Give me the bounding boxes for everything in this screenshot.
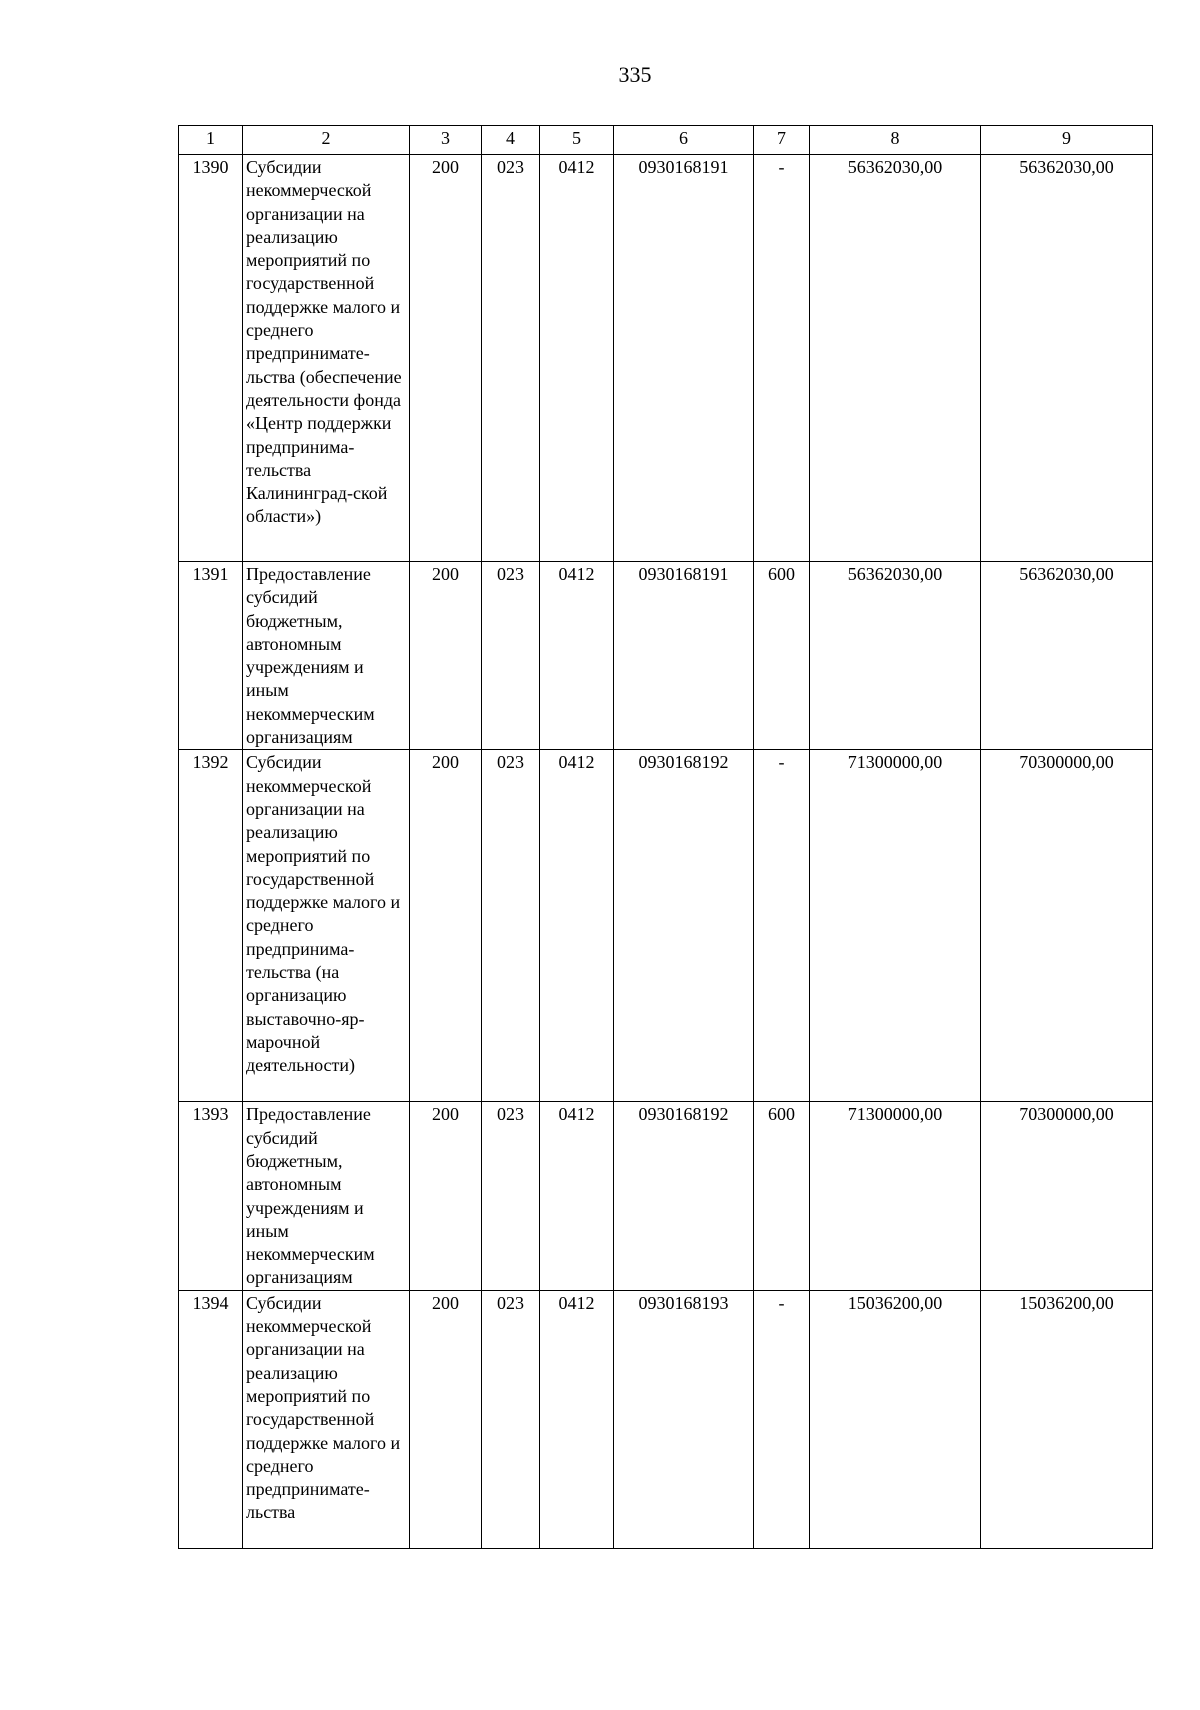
row-number: 1393	[179, 1102, 243, 1290]
row-col-9: 56362030,00	[981, 562, 1153, 750]
row-col-6: 0930168191	[614, 155, 754, 562]
table-header-row	[179, 126, 1153, 155]
row-col-7: 600	[754, 562, 810, 750]
column-header-4: 4	[482, 126, 540, 155]
row-col-4: 023	[482, 155, 540, 562]
row-col-7: 600	[754, 1102, 810, 1290]
row-col-6: 0930168192	[614, 750, 754, 1102]
row-col-6: 0930168193	[614, 1290, 754, 1548]
row-name: Предоставление субсидий бюджетным, автономным учреждениям и иным некоммерческим организациям	[243, 1102, 410, 1290]
row-col-3: 200	[410, 1290, 482, 1548]
row-col-4: 023	[482, 1102, 540, 1290]
row-col-4: 023	[482, 750, 540, 1102]
column-header-7: 7	[754, 126, 810, 155]
row-col-5: 0412	[540, 155, 614, 562]
table-row	[179, 1290, 1153, 1548]
row-number: 1394	[179, 1290, 243, 1548]
row-col-5: 0412	[540, 562, 614, 750]
table-row	[179, 562, 1153, 750]
column-header-3: 3	[410, 126, 482, 155]
row-col-8: 56362030,00	[810, 155, 981, 562]
row-col-3: 200	[410, 155, 482, 562]
table-row	[179, 1102, 1153, 1290]
row-col-6: 0930168192	[614, 1102, 754, 1290]
row-col-8: 15036200,00	[810, 1290, 981, 1548]
row-col-5: 0412	[540, 1290, 614, 1548]
row-col-3: 200	[410, 562, 482, 750]
row-col-4: 023	[482, 562, 540, 750]
budget-table	[178, 125, 1153, 1549]
column-header-9: 9	[981, 126, 1153, 155]
row-name: Субсидии некоммерческой организации на реализацию мероприятий по государственной поддержке малого и среднего предпринимате-льства	[243, 1290, 410, 1548]
row-number: 1392	[179, 750, 243, 1102]
row-col-8: 56362030,00	[810, 562, 981, 750]
row-col-9: 15036200,00	[981, 1290, 1153, 1548]
row-col-9: 70300000,00	[981, 750, 1153, 1102]
page-number: 335	[618, 62, 652, 87]
row-col-7: -	[754, 750, 810, 1102]
row-number: 1391	[179, 562, 243, 750]
column-header-1: 1	[179, 126, 243, 155]
column-header-6: 6	[614, 126, 754, 155]
row-col-5: 0412	[540, 750, 614, 1102]
column-header-8: 8	[810, 126, 981, 155]
row-col-7: -	[754, 1290, 810, 1548]
row-name: Субсидии некоммерческой организации на реализацию мероприятий по государственной поддержке малого и среднего предпринима-тельства (на организацию выставочно-яр-марочной деятельности)	[243, 750, 410, 1102]
table-row	[179, 155, 1153, 562]
row-col-9: 70300000,00	[981, 1102, 1153, 1290]
row-col-4: 023	[482, 1290, 540, 1548]
column-header-2: 2	[243, 126, 410, 155]
row-number: 1390	[179, 155, 243, 562]
row-col-3: 200	[410, 750, 482, 1102]
row-col-8: 71300000,00	[810, 1102, 981, 1290]
column-header-5: 5	[540, 126, 614, 155]
row-col-8: 71300000,00	[810, 750, 981, 1102]
row-col-7: -	[754, 155, 810, 562]
row-name: Субсидии некоммерческой организации на реализацию мероприятий по государственной поддержке малого и среднего предпринимате-льства (обеспечение деятельности фонда «Центр поддержки предпринима-тельства Калининград-ской области»)	[243, 155, 410, 562]
table-row	[179, 750, 1153, 1102]
row-col-5: 0412	[540, 1102, 614, 1290]
row-name: Предоставление субсидий бюджетным, автономным учреждениям и иным некоммерческим организациям	[243, 562, 410, 750]
row-col-9: 56362030,00	[981, 155, 1153, 562]
row-col-3: 200	[410, 1102, 482, 1290]
row-col-6: 0930168191	[614, 562, 754, 750]
